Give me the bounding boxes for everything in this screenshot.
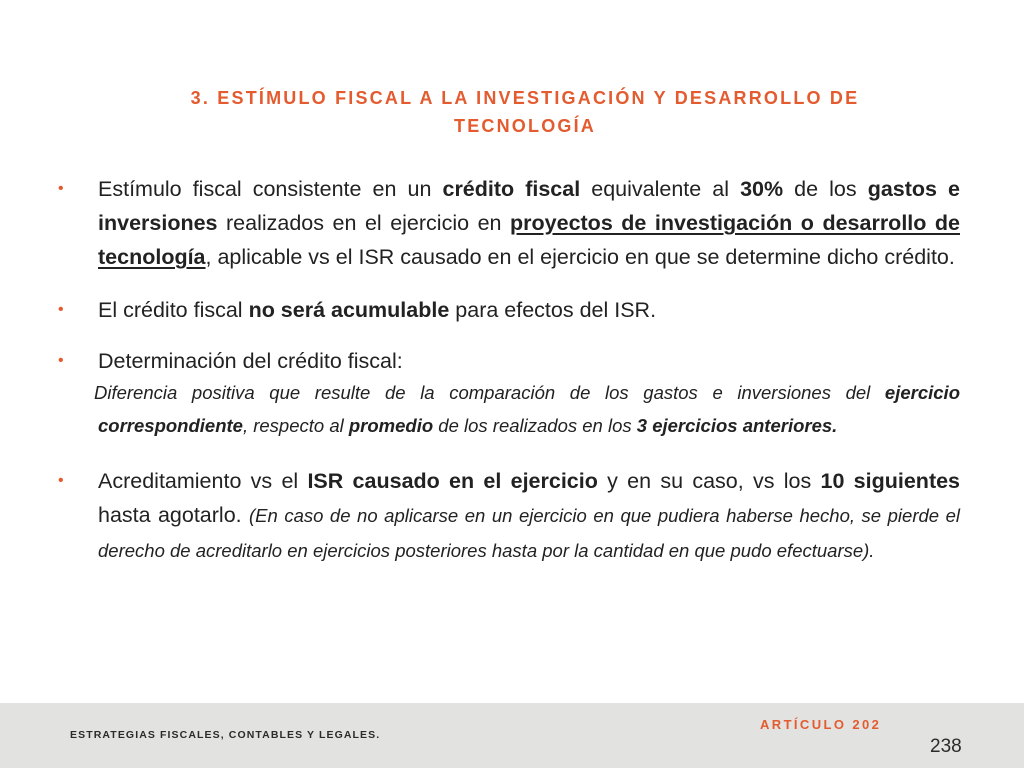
bullet-dot-icon: • (58, 352, 64, 369)
bullet-bold-text: ISR causado en el ejercicio (307, 469, 598, 493)
bullet-text: realizados en el ejercicio en (217, 211, 511, 235)
content-body (58, 172, 960, 568)
bullet-text: Estímulo fiscal consistente en un (98, 177, 443, 201)
bullet-item (58, 464, 960, 568)
bullet-text: Acreditamiento vs el (98, 469, 308, 493)
slide-title (130, 84, 920, 140)
sub-text: de los realizados en los (433, 415, 637, 436)
sub-text: , respecto al (242, 415, 349, 436)
bullet-underlined-text: proyectos de investigación o desarrollo de tecnología (98, 211, 961, 269)
bullet-dot-icon: • (58, 180, 64, 197)
bullet-bold-text: 30% (740, 177, 784, 201)
bullet-text: para efectos del ISR. (449, 298, 657, 322)
bullet-text: y en su caso, vs los (597, 469, 821, 493)
bullet-text: Determinación del crédito fiscal: (98, 349, 403, 373)
sub-bold-text: 3 ejercicios anteriores. (636, 415, 838, 436)
sub-bold-text: ejercicio correspondiente (98, 382, 960, 436)
bullet-italic-text: (En caso de no aplicarse en un ejercicio en que pudiera haberse hecho, se pierde el derecho de acreditarlo en ejercicios posteriores hasta por la cantidad en que pudo efectuarse). (98, 505, 960, 561)
sub-text: Diferencia positiva que resulte de la comparación de los gastos e inversiones del (94, 382, 885, 403)
bullet-dot-icon: • (58, 301, 64, 318)
footer-bar (0, 703, 1024, 768)
bullet-text: equivalente al (580, 177, 741, 201)
footer-article-reference: ARTÍCULO 202 (760, 717, 882, 732)
bullet-item (58, 293, 960, 327)
bullet-bold-text: crédito fiscal (442, 177, 581, 201)
bullet-bold-text: no será acumulable (248, 298, 450, 322)
footer-brand: ESTRATEGIAS FISCALES, CONTABLES Y LEGALES. (70, 729, 381, 741)
title-line-2: TECNOLOGÍA (454, 116, 596, 136)
bullet-dot-icon: • (58, 472, 64, 489)
bullet-text: de los (783, 177, 868, 201)
bullet-text: , aplicable vs el ISR causado en el ejercicio en que se determine dicho crédito. (205, 245, 955, 269)
bullet-bold-text: 10 siguientes (820, 469, 961, 493)
title-line-1: 3. ESTÍMULO FISCAL A LA INVESTIGACIÓN Y DESARROLLO DE (190, 88, 860, 108)
bullet-text: hasta agotarlo. (98, 503, 249, 527)
bullet-text: El crédito fiscal (98, 298, 249, 322)
bullet-item (58, 344, 960, 378)
sub-paragraph (58, 376, 960, 442)
bullet-item (58, 172, 960, 274)
sub-bold-text: promedio (348, 415, 434, 436)
bullet-bold-text: gastos e inversiones (98, 177, 960, 235)
page-number: 238 (930, 736, 962, 757)
